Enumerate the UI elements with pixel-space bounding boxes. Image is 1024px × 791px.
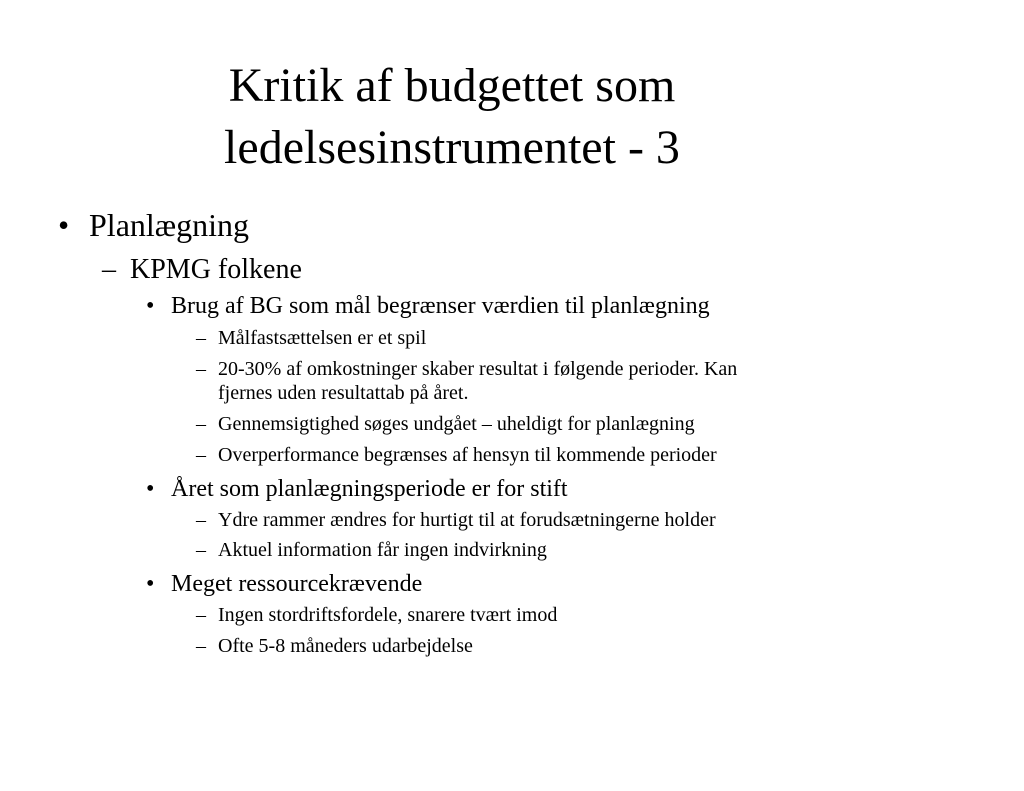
dash-marker: – [196,358,206,380]
dash-marker: – [196,604,206,626]
bullet-text: Ofte 5-8 måneders udarbejdelse [218,635,473,657]
bullet-marker: • [146,293,155,319]
bullet-text: Ingen stordriftsfordele, snarere tvært imod [218,604,558,626]
bullet-text: Året som planlægningsperiode er for stift [171,476,568,502]
bullet-marker: • [146,476,155,502]
bullet-text: KPMG folkene [130,254,302,285]
bullet-text-line-2: fjernes uden resultattab på året. [218,382,469,404]
dash-marker: – [196,327,206,349]
dash-marker: – [196,509,206,531]
bullet-text: Meget ressourcekrævende [171,571,423,597]
dash-marker: – [196,444,206,466]
bullet-text-line-1: 20-30% af omkostninger skaber resultat i følgende perioder. Kan [218,358,738,380]
dash-marker: – [196,413,206,435]
bullet-text: Brug af BG som mål begrænser værdien til planlægning [171,293,710,319]
slide-title-line-1: Kritik af budgettet som [228,59,676,112]
dash-marker: – [102,254,116,285]
bullet-text: Målfastsættelsen er et spil [218,327,427,349]
dash-marker: – [196,635,206,657]
bullet-text: Planlægning [89,207,250,243]
slide-title-line-2: ledelsesinstrumentet - 3 [224,121,680,174]
bullet-text: Gennemsigtighed søges undgået – uheldigt for planlægning [218,413,695,435]
bullet-marker: • [146,571,155,597]
bullet-text: Overperformance begrænses af hensyn til kommende perioder [218,444,717,466]
bullet-text: Ydre rammer ændres for hurtigt til at forudsætningerne holder [218,509,716,531]
bullet-text: Aktuel information får ingen indvirkning [218,539,547,561]
dash-marker: – [196,539,206,561]
bullet-marker: • [58,207,70,243]
slide-title [0,55,904,179]
